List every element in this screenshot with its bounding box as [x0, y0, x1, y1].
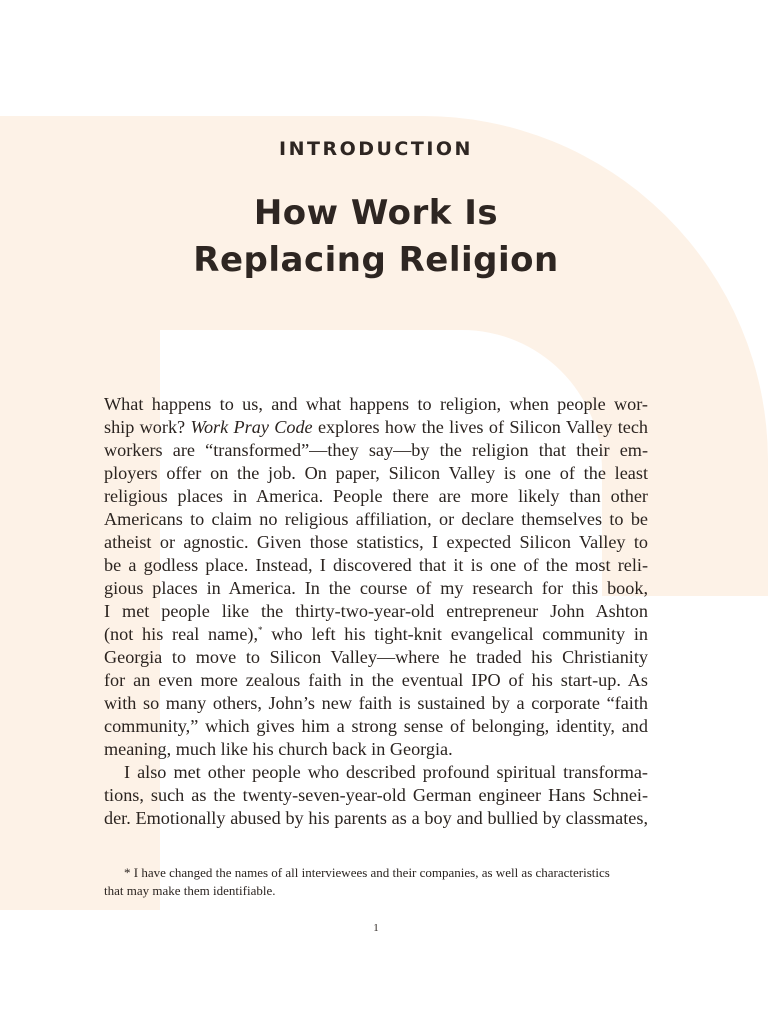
book-title-italic: Work Pray Code	[190, 417, 313, 437]
chapter-title	[0, 190, 752, 284]
body-line: Americans to claim no religious affiliation, or declare themselves to be	[104, 509, 648, 529]
body-line: with so many others, John’s new faith is sustained by a corporate “faith	[104, 693, 648, 713]
body-line: meaning, much like his church back in Georgia.	[104, 739, 453, 759]
body-line: I also met other people who described profound spiritual transforma-	[124, 762, 648, 782]
footnote-marker: *	[258, 625, 263, 635]
body-line: gious places in America. In the course of my research for this book,	[104, 578, 648, 598]
body-text-run: who left his tight-knit evangelical community in	[262, 624, 649, 644]
body-line: ployers offer on the job. On paper, Silicon Valley is one of the least	[104, 463, 648, 483]
body-line: community,” which gives him a strong sense of belonging, identity, and	[104, 716, 648, 736]
body-text	[104, 393, 648, 830]
body-line: atheist or agnostic. Given those statistics, I expected Silicon Valley to	[104, 532, 648, 552]
footnote	[104, 864, 648, 900]
body-line: What happens to us, and what happens to religion, when people wor-	[104, 394, 648, 414]
body-line: der. Emotionally abused by his parents as a boy and bullied by classmates,	[104, 808, 648, 828]
chapter-kicker: INTRODUCTION	[279, 138, 473, 160]
page-number: 1	[373, 922, 379, 934]
chapter-title-line-1: How Work Is	[253, 193, 499, 233]
body-line	[104, 416, 648, 439]
body-line: Georgia to move to Silicon Valley—where he traded his Christianity	[104, 647, 648, 667]
chapter-title-line-2: Replacing Religion	[193, 240, 559, 280]
body-line: tions, such as the twenty-seven-year-old German engineer Hans Schnei-	[104, 785, 648, 805]
body-text-run: explores how the lives of Silicon Valley tech	[312, 417, 648, 437]
body-line: I met people like the thirty-two-year-old entrepreneur John Ashton	[104, 601, 648, 621]
body-line: for an even more zealous faith in the eventual IPO of his start-up. As	[104, 670, 648, 690]
body-line: religious places in America. People there are more likely than other	[104, 486, 648, 506]
body-line: be a godless place. Instead, I discovered that it is one of the most reli-	[104, 555, 648, 575]
body-text-run: ship work?	[104, 417, 191, 437]
body-line: workers are “transformed”—they say—by the religion that their em-	[104, 440, 648, 460]
footnote-line: * I have changed the names of all interviewees and their companies, as well as characteristics	[124, 865, 610, 880]
footnote-line: that may make them identifiable.	[104, 883, 276, 898]
body-line	[104, 623, 648, 646]
body-text-run: (not his real name),	[104, 624, 259, 644]
